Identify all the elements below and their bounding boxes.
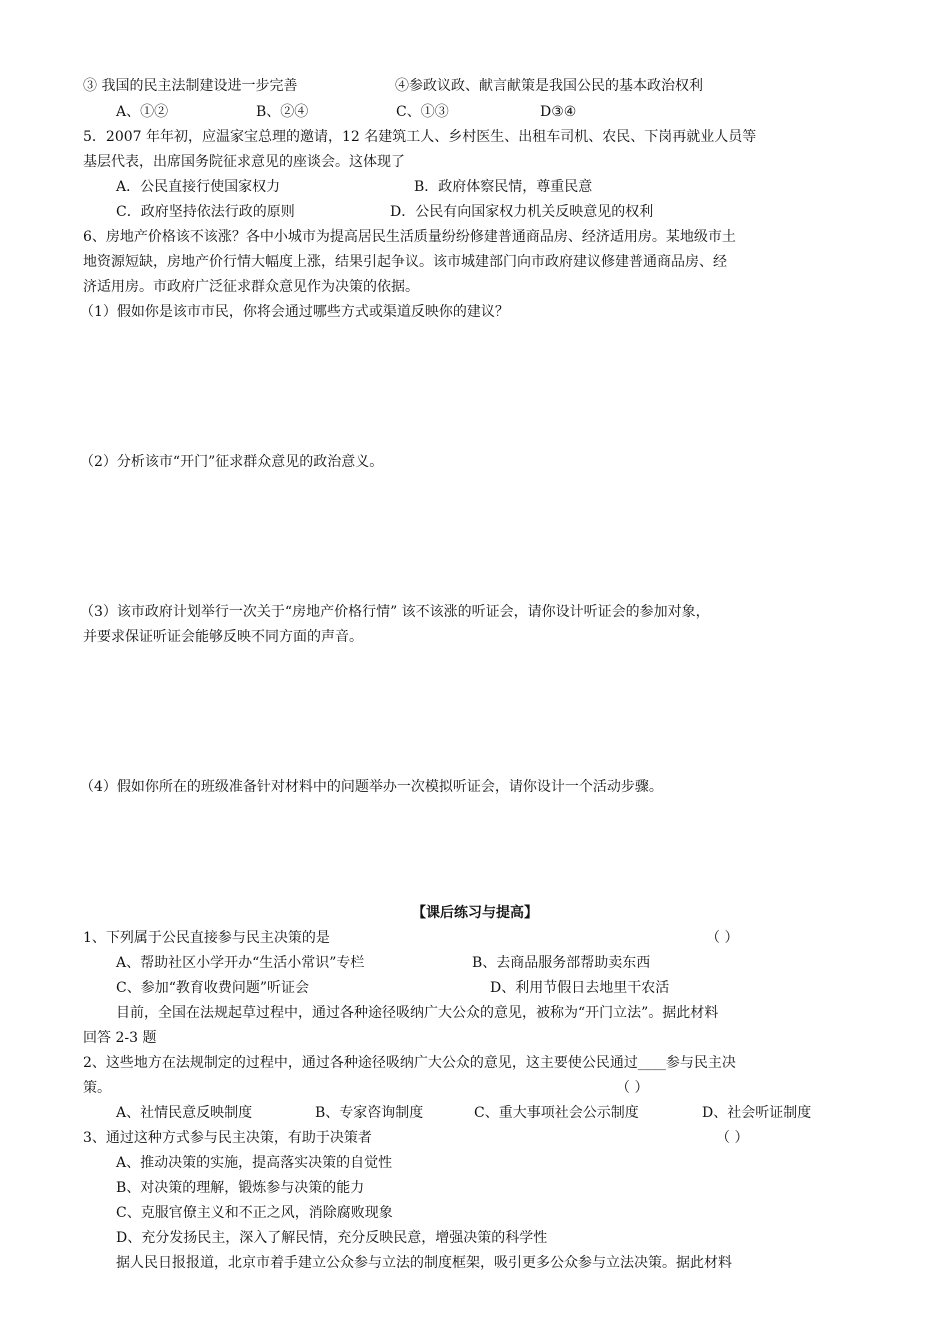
q6-sub1: （1）假如你是该市市民，你将会通过哪些方式或渠道反映你的建议？ xyxy=(80,304,509,320)
q5-stem-line1: 5．2007 年年初，应温家宝总理的邀请，12 名建筑工人、乡村医生、出租车司机、农民、下岗再就业人员等 xyxy=(83,129,757,145)
ac-q1-option-b: B、去商品服务部帮助卖东西 xyxy=(472,955,651,971)
ac-q1-answer-paren: （ ） xyxy=(706,930,739,946)
q6-stem-line1: 6、房地产价格该不该涨？各中小城市为提高居民生活质量纷纷修建普通商品房、经济适用房。某地级市土 xyxy=(83,229,736,245)
material-final-line: 据人民日报报道，北京市着手建立公众参与立法的制度框架，吸引更多公众参与立法决策。据此材料 xyxy=(116,1255,732,1271)
ac-q1-option-d: D、利用节假日去地里干农活 xyxy=(490,980,670,996)
ac-q2-option-c: C、重大事项社会公示制度 xyxy=(474,1105,639,1121)
material-intro-line1: 目前，全国在法规起草过程中，通过各种途径吸纳广大公众的意见，被称为“开门立法”。据此材料 xyxy=(116,1005,719,1021)
option-d: D③④ xyxy=(540,104,577,120)
q5-option-c: C．政府坚持依法行政的原则 xyxy=(116,204,295,220)
ac-q3-stem: 3、通过这种方式参与民主决策，有助于决策者 xyxy=(83,1130,372,1146)
option-c: C、①③ xyxy=(396,104,449,120)
statement-4: ④参政议政、献言献策是我国公民的基本政治权利 xyxy=(395,78,703,94)
statement-3: ③ 我国的民主法制建设进一步完善 xyxy=(83,78,298,94)
ac-q2-option-d: D、社会听证制度 xyxy=(702,1105,812,1121)
q5-stem-line2: 基层代表，出席国务院征求意见的座谈会。这体现了 xyxy=(83,154,405,170)
ac-q2-option-a: A、社情民意反映制度 xyxy=(116,1105,253,1121)
ac-q1-option-c: C、参加“教育收费问题”听证会 xyxy=(116,980,310,996)
q5-option-a: A．公民直接行使国家权力 xyxy=(116,179,281,195)
q6-sub4: （4）假如你所在的班级准备针对材料中的问题举办一次模拟听证会，请你设计一个活动步骤。 xyxy=(80,779,663,795)
q6-sub3-line2: 并要求保证听证会能够反映不同方面的声音。 xyxy=(83,629,363,645)
q5-option-d: D．公民有向国家权力机关反映意见的权利 xyxy=(390,204,654,220)
section-heading: 【课后练习与提高】 xyxy=(412,905,538,921)
option-a: A、①② xyxy=(116,104,169,120)
ac-q3-option-c: C、克服官僚主义和不正之风，消除腐败现象 xyxy=(116,1205,393,1221)
option-b: B、②④ xyxy=(256,104,309,120)
ac-q3-answer-paren: （ ） xyxy=(716,1130,749,1146)
ac-q2-stem-line2: 策。 xyxy=(83,1080,111,1096)
q6-sub3-line1: （3）该市政府计划举行一次关于“房地产价格行情” 该不该涨的听证会，请你设计听证会的参加对象， xyxy=(80,604,710,620)
q5-option-b: B．政府体察民情，尊重民意 xyxy=(414,179,593,195)
ac-q3-option-a: A、推动决策的实施，提高落实决策的自觉性 xyxy=(116,1155,393,1171)
ac-q3-option-b: B、对决策的理解，锻炼参与决策的能力 xyxy=(116,1180,365,1196)
ac-q2-stem-line1: 2、这些地方在法规制定的过程中，通过各种途径吸纳广大公众的意见，这主要使公民通过____参与民主决 xyxy=(83,1055,736,1071)
ac-q2-answer-paren: （ ） xyxy=(616,1080,649,1096)
ac-q2-option-b: B、专家咨询制度 xyxy=(315,1105,424,1121)
q6-stem-line2: 地资源短缺，房地产价行情大幅度上涨，结果引起争议。该市城建部门向市政府建议修建普通商品房、经 xyxy=(83,254,727,270)
material-intro-line2: 回答 2-3 题 xyxy=(83,1030,157,1046)
q6-stem-line3: 济适用房。市政府广泛征求群众意见作为决策的依据。 xyxy=(83,279,419,295)
ac-q1-stem: 1、下列属于公民直接参与民主决策的是 xyxy=(83,930,330,946)
ac-q1-option-a: A、帮助社区小学开办“生活小常识”专栏 xyxy=(116,955,365,971)
q6-sub2: （2）分析该市“开门”征求群众意见的政治意义。 xyxy=(80,454,384,470)
ac-q3-option-d: D、充分发扬民主，深入了解民情，充分反映民意，增强决策的科学性 xyxy=(116,1230,548,1246)
